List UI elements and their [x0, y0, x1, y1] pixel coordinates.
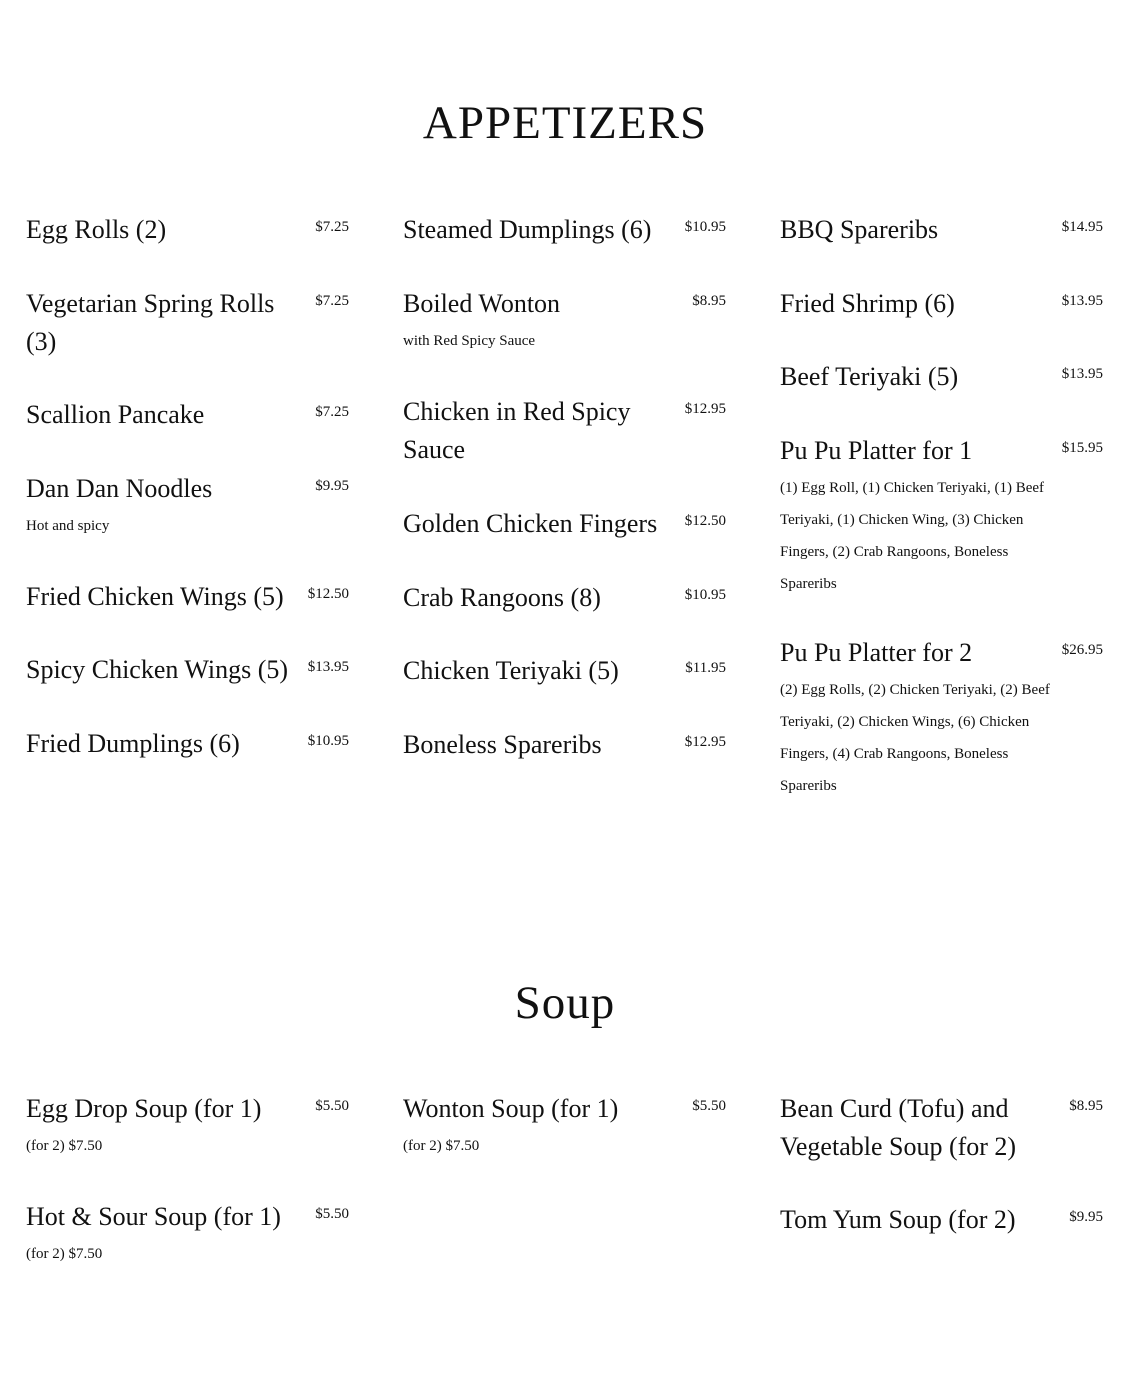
item-name: Dan Dan Noodles — [26, 474, 213, 503]
item-name: Fried Dumplings (6) — [26, 729, 240, 758]
item-price: $10.95 — [307, 733, 349, 749]
menu-item — [780, 1090, 1103, 1166]
menu-item — [780, 285, 1103, 323]
menu-item — [26, 725, 349, 763]
item-name: Steamed Dumplings (6) — [403, 215, 652, 244]
menu-item — [780, 634, 1103, 802]
appetizers-column-3 — [780, 211, 1103, 802]
menu-item — [403, 726, 726, 764]
item-price: $9.95 — [315, 478, 349, 494]
soup-column-2 — [403, 1090, 726, 1162]
item-name: Wonton Soup (for 1) — [403, 1094, 619, 1123]
menu-item — [403, 393, 726, 469]
menu-item — [403, 505, 726, 543]
item-description: (for 2) $7.50 — [403, 1138, 480, 1154]
item-price: $13.95 — [1061, 366, 1103, 382]
soup-column-1 — [26, 1090, 349, 1270]
menu-item — [26, 396, 349, 434]
item-name: Hot & Sour Soup (for 1) — [26, 1202, 281, 1231]
menu-item — [26, 651, 349, 689]
item-name: Fried Shrimp (6) — [780, 289, 955, 318]
item-name: Pu Pu Platter for 2 — [780, 638, 973, 667]
item-price: $11.95 — [685, 660, 726, 676]
menu-item — [26, 1198, 349, 1270]
item-price: $5.50 — [315, 1098, 349, 1114]
menu-item — [780, 211, 1103, 249]
menu-item — [780, 358, 1103, 396]
menu-item — [26, 470, 349, 542]
item-name: Boiled Wonton — [403, 289, 561, 318]
item-price: $8.95 — [692, 293, 726, 309]
item-name: Spicy Chicken Wings (5) — [26, 655, 289, 684]
menu-item — [26, 285, 349, 361]
item-name: Vegetarian Spring Rolls (3) — [26, 289, 275, 356]
item-name: Golden Chicken Fingers — [403, 509, 658, 538]
item-price: $12.95 — [684, 401, 726, 417]
item-name: Beef Teriyaki (5) — [780, 362, 959, 391]
item-description: (1) Egg Roll, (1) Chicken Teriyaki, (1) Beef Teriyaki, (1) Chicken Wing, (3) Chicken Fingers, (2) Crab Rangoons, Boneless Spareribs — [780, 480, 1045, 592]
appetizers-heading: APPETIZERS — [422, 97, 708, 149]
item-price: $7.25 — [315, 293, 349, 309]
menu-item — [26, 1090, 349, 1162]
menu-item — [26, 578, 349, 616]
item-name: Tom Yum Soup (for 2) — [780, 1205, 1016, 1234]
item-name: Chicken in Red Spicy Sauce — [403, 397, 631, 464]
menu-item — [403, 579, 726, 617]
item-name: Pu Pu Platter for 1 — [780, 436, 973, 465]
appetizers-column-1 — [26, 211, 349, 763]
menu-item — [403, 1090, 726, 1162]
menu-item — [403, 285, 726, 357]
item-price: $15.95 — [1061, 440, 1103, 456]
item-name: Fried Chicken Wings (5) — [26, 582, 284, 611]
soup-heading: Soup — [514, 977, 616, 1029]
item-name: Egg Drop Soup (for 1) — [26, 1094, 262, 1123]
item-price: $12.50 — [684, 513, 726, 529]
item-price: $5.50 — [315, 1206, 349, 1222]
item-price: $12.50 — [307, 586, 349, 602]
item-price: $8.95 — [1069, 1098, 1103, 1114]
menu-item — [26, 211, 349, 249]
item-name: Scallion Pancake — [26, 400, 205, 429]
item-name: Boneless Spareribs — [403, 730, 602, 759]
soup-column-3 — [780, 1090, 1103, 1239]
item-description: (for 2) $7.50 — [26, 1138, 103, 1154]
item-description: Hot and spicy — [26, 518, 110, 534]
item-name: Crab Rangoons (8) — [403, 583, 601, 612]
item-name: Egg Rolls (2) — [26, 215, 167, 244]
item-price: $13.95 — [307, 659, 349, 675]
item-price: $14.95 — [1061, 219, 1103, 235]
menu-item — [403, 211, 726, 249]
menu-item — [780, 1201, 1103, 1239]
item-price: $10.95 — [684, 587, 726, 603]
item-price: $9.95 — [1069, 1209, 1103, 1225]
item-description: with Red Spicy Sauce — [403, 333, 536, 349]
menu-item — [403, 652, 726, 690]
item-price: $13.95 — [1061, 293, 1103, 309]
item-price: $7.25 — [315, 219, 349, 235]
item-price: $26.95 — [1061, 642, 1103, 658]
item-description: (2) Egg Rolls, (2) Chicken Teriyaki, (2) Beef Teriyaki, (2) Chicken Wings, (6) Chicken Fingers, (4) Crab Rangoons, Boneless Spareribs — [780, 682, 1050, 794]
appetizers-column-2 — [403, 211, 726, 764]
item-name: BBQ Spareribs — [780, 215, 939, 244]
item-description: (for 2) $7.50 — [26, 1246, 103, 1262]
item-price: $7.25 — [315, 404, 349, 420]
item-name: Bean Curd (Tofu) and Vegetable Soup (for 2) — [780, 1094, 1017, 1161]
item-price: $12.95 — [684, 734, 726, 750]
item-price: $5.50 — [692, 1098, 726, 1114]
item-price: $10.95 — [684, 219, 726, 235]
item-name: Chicken Teriyaki (5) — [403, 656, 619, 685]
menu-item — [780, 432, 1103, 600]
